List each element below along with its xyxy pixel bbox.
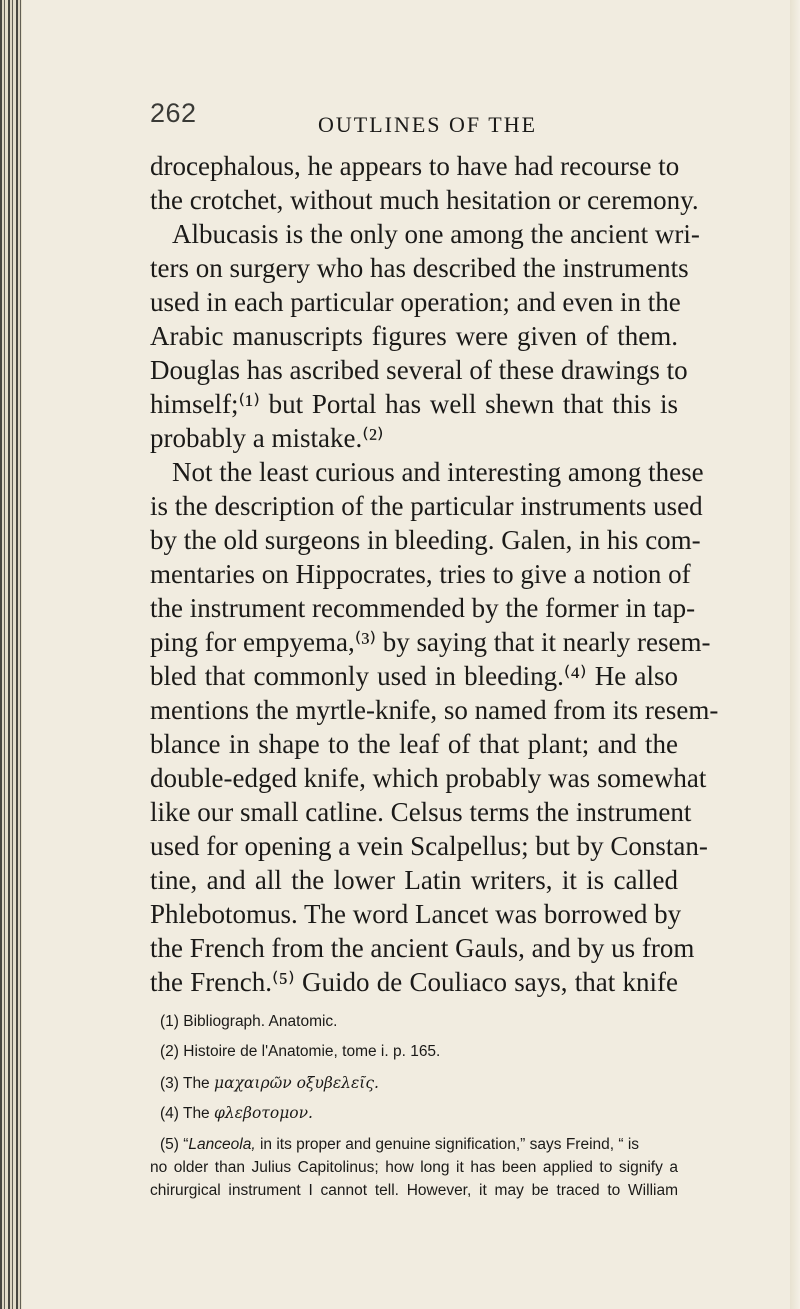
body-line: Douglas has ascribed several of these drawings to xyxy=(150,355,688,385)
footnote-5-line-2: no older than Julius Capitolinus; how long it has been applied to signify a xyxy=(150,1159,678,1176)
footnote-2: (2) Histoire de l'Anatomie, tome i. p. 165. xyxy=(160,1043,441,1060)
footnote-5 xyxy=(160,1135,678,1155)
body-line: ters on surgery who has described the instruments xyxy=(150,253,689,283)
body-line: himself;⁽¹⁾ but Portal has well shewn that this is xyxy=(150,389,678,419)
page-number: 262 xyxy=(150,98,197,128)
body-line: blance in shape to the leaf of that plant; and the xyxy=(150,729,678,759)
body-line: probably a mistake.⁽²⁾ xyxy=(150,423,384,453)
body-line: Phlebotomus. The word Lancet was borrowed by xyxy=(150,899,682,929)
body-line: Albucasis is the only one among the ancient wri- xyxy=(172,219,700,249)
running-head: OUTLINES OF THE xyxy=(318,112,538,137)
body-line: like our small catline. Celsus terms the instrument xyxy=(150,797,692,827)
footnote-4-greek: φλεβοτομον. xyxy=(214,1104,313,1122)
body-line: mentaries on Hippocrates, tries to give a notion of xyxy=(150,559,691,589)
body-line: is the description of the particular instruments used xyxy=(150,491,703,521)
body-line: used in each particular operation; and even in the xyxy=(150,287,681,317)
footnote-3-greek: μαχαιρῶν οξυβελεῖς. xyxy=(214,1074,379,1092)
footnote-5-label: (5) “ xyxy=(160,1136,189,1153)
footnote-5-term: Lanceola, xyxy=(188,1136,256,1153)
footnote-5-text: in its proper and genuine signification,” says Freind, “ is xyxy=(255,1136,640,1153)
body-line: Not the least curious and interesting among these xyxy=(172,457,704,487)
footnote-3 xyxy=(160,1073,678,1094)
body-line: used for opening a vein Scalpellus; but by Constan- xyxy=(150,831,708,861)
book-binding-edge xyxy=(0,0,22,1309)
footnote-3-label: (3) The xyxy=(160,1075,210,1092)
body-line: by the old surgeons in bleeding. Galen, in his com- xyxy=(150,525,701,555)
body-line: tine, and all the lower Latin writers, it is called xyxy=(150,865,678,895)
body-line: Arabic manuscripts figures were given of them. xyxy=(150,321,678,351)
body-line: double-edged knife, which probably was somewhat xyxy=(150,763,707,793)
body-line: bled that commonly used in bleeding.⁽⁴⁾ He also xyxy=(150,661,678,691)
page-edge xyxy=(790,0,800,1309)
body-line: mentions the myrtle-knife, so named from its resem- xyxy=(150,695,719,725)
body-line: the crotchet, without much hesitation or ceremony. xyxy=(150,185,699,215)
footnote-5-line-3: chirurgical instrument I cannot tell. However, it may be traced to William xyxy=(150,1182,678,1199)
footnote-4 xyxy=(160,1103,678,1124)
footnote-4-label: (4) The xyxy=(160,1105,210,1122)
footnote-1: (1) Bibliograph. Anatomic. xyxy=(160,1013,338,1030)
body-line: the French from the ancient Gauls, and by us from xyxy=(150,933,695,963)
body-line: ping for empyema,⁽³⁾ by saying that it nearly resem- xyxy=(150,627,711,657)
body-line: the instrument recommended by the former in tap- xyxy=(150,593,696,623)
body-line: drocephalous, he appears to have had recourse to xyxy=(150,151,680,181)
body-line: the French.⁽⁵⁾ Guido de Couliaco says, that knife xyxy=(150,967,678,997)
